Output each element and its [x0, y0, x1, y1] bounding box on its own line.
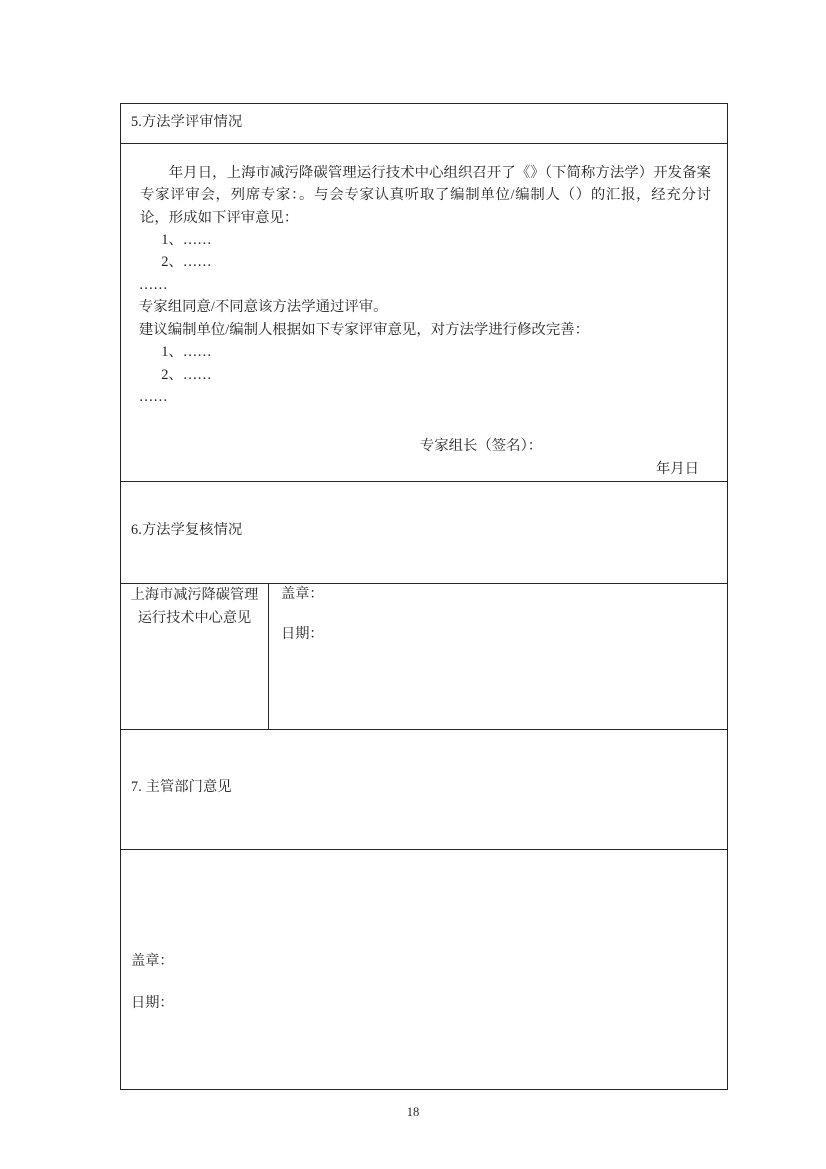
signature-block [131, 435, 725, 481]
opinion-item: 2、…… [161, 254, 212, 271]
section7-heading-cell [121, 729, 728, 849]
section5-suggestion-lead: 建议编制单位/编制人根据如下专家评审意见，对方法学进行修改完善： [138, 321, 590, 338]
section5-paragraph: 年月日，上海市减污降碳管理运行技术中心组织召开了《》（下简称方法学）开发备案专家评审会，列席专家：。与会专家认真听取了编制单位/编制人（）的汇报，经充分讨论，形成如下评审意见： [140, 164, 711, 226]
spacer [281, 605, 727, 624]
expert-leader-signature-label: 专家组长（签名）： [419, 437, 543, 454]
center-opinion-stamp-cell [269, 583, 728, 729]
page-number: 18 [406, 1105, 420, 1119]
center-opinion-label-line2: 运行技术中心意见 [137, 610, 252, 627]
table-row [121, 583, 728, 729]
opinion-item: …… [138, 276, 168, 293]
section6-cell [121, 481, 728, 583]
opinion-item: 1、…… [161, 231, 212, 248]
table-row [121, 481, 728, 583]
center-opinion-stamp-label: 盖章： [281, 585, 324, 602]
section7-stamp-cell [121, 849, 728, 1089]
suggestion-item: …… [138, 389, 168, 406]
section5-heading: 5.方法学评审情况 [131, 114, 243, 130]
section5-body-cell [121, 143, 728, 481]
suggestion-item: 1、…… [161, 344, 212, 361]
section5-conclusion: 专家组同意/不同意该方法学通过评审。 [138, 299, 388, 316]
section6-heading: 6.方法学复核情况 [131, 521, 243, 538]
table-row [121, 104, 728, 144]
section7-stamp-label: 盖章： [131, 952, 174, 969]
section7-heading: 7. 主管部门意见 [131, 778, 232, 795]
table-row [121, 143, 728, 481]
suggestion-item: 2、…… [161, 366, 212, 383]
center-opinion-date-label: 日期： [281, 626, 324, 643]
signature-date-label: 年月日 [655, 460, 699, 477]
table-row [121, 849, 728, 1089]
center-opinion-label-cell [121, 583, 269, 729]
spacer [131, 972, 727, 993]
table-row [121, 729, 728, 849]
section7-date-label: 日期： [131, 995, 174, 1012]
center-opinion-label-line1: 上海市减污降碳管理 [130, 586, 259, 603]
review-form-table [120, 103, 728, 1090]
section5-heading-cell [121, 104, 728, 144]
